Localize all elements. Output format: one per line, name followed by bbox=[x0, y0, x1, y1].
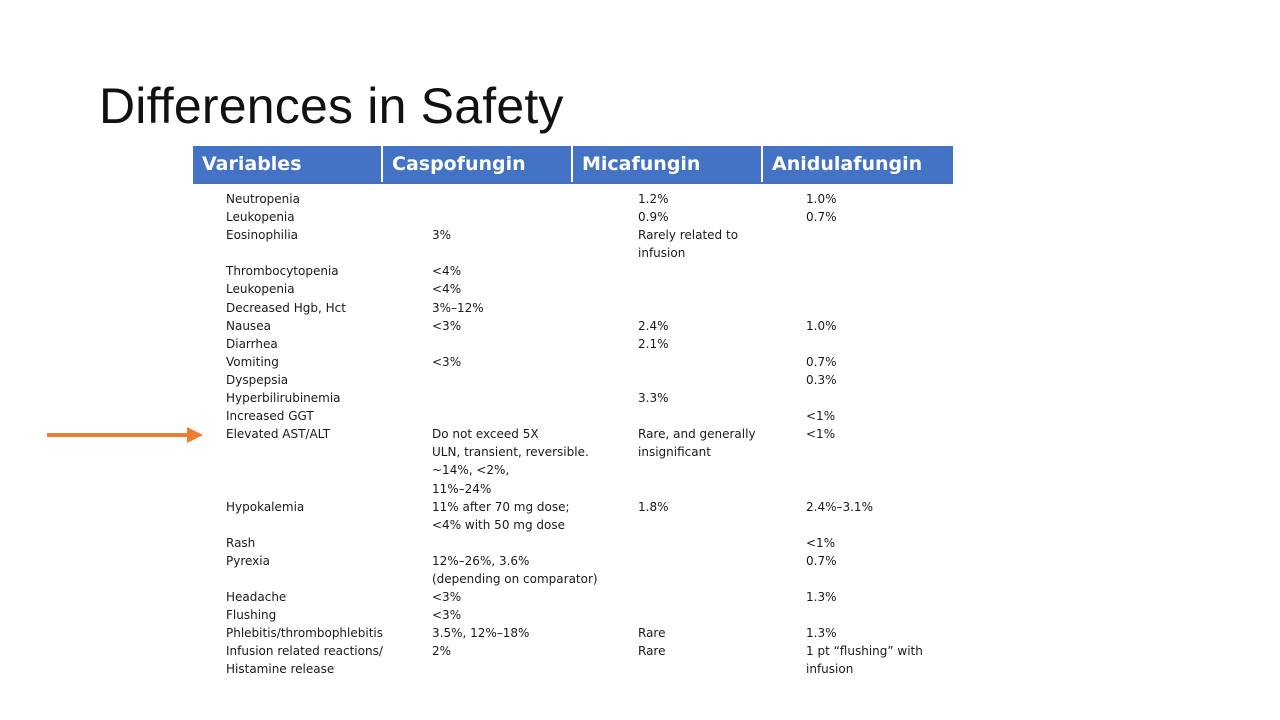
cell-caspofungin: <3% bbox=[432, 608, 462, 623]
cell-caspofungin: 11% after 70 mg dose; <4% with 50 mg dose bbox=[432, 499, 570, 532]
cell-micafungin bbox=[638, 606, 806, 624]
header-caspofungin: Caspofungin bbox=[383, 146, 573, 182]
cell-anidulafungin: 1.3% bbox=[806, 626, 837, 641]
cell-variable: Headache bbox=[226, 590, 287, 605]
cell-anidulafungin: <1% bbox=[806, 427, 836, 442]
cell-micafungin bbox=[638, 280, 806, 298]
cell-caspofungin: <3% bbox=[432, 590, 462, 605]
table-row bbox=[226, 353, 956, 371]
cell-variable: Hyperbilirubinemia bbox=[226, 391, 341, 406]
cell-anidulafungin: 0.7% bbox=[806, 553, 837, 568]
cell-anidulafungin: 1 pt “flushing” with infusion bbox=[806, 644, 923, 677]
cell-micafungin: Rare, and generally insignificant bbox=[638, 427, 756, 460]
cell-micafungin bbox=[638, 552, 806, 588]
table-row bbox=[226, 588, 956, 606]
table-row bbox=[226, 226, 956, 262]
cell-variable: Neutropenia bbox=[226, 192, 300, 206]
cell-anidulafungin: 0.3% bbox=[806, 372, 837, 387]
cell-variable: Thrombocytopenia bbox=[226, 264, 339, 279]
cell-micafungin bbox=[638, 371, 806, 389]
cell-caspofungin bbox=[432, 208, 638, 226]
table-row bbox=[226, 407, 956, 425]
table-row bbox=[226, 552, 956, 588]
cell-variable: Eosinophilia bbox=[226, 228, 299, 243]
cell-anidulafungin: 0.7% bbox=[806, 210, 837, 225]
table-row bbox=[226, 371, 956, 389]
header-variables: Variables bbox=[193, 146, 383, 182]
cell-anidulafungin: 1.0% bbox=[806, 192, 837, 206]
table-row bbox=[226, 642, 956, 678]
cell-anidulafungin bbox=[806, 606, 956, 624]
cell-micafungin bbox=[638, 299, 806, 317]
cell-variable: Leukopenia bbox=[226, 210, 295, 225]
cell-variable: Diarrhea bbox=[226, 336, 278, 351]
cell-variable: Elevated AST/ALT bbox=[226, 427, 331, 442]
cell-anidulafungin bbox=[806, 226, 956, 262]
cell-anidulafungin: 0.7% bbox=[806, 354, 837, 369]
cell-anidulafungin bbox=[806, 299, 956, 317]
cell-caspofungin: 2% bbox=[432, 644, 452, 659]
cell-variable: Phlebitis/thrombophlebitis bbox=[226, 626, 383, 641]
safety-table-body bbox=[226, 190, 956, 679]
cell-caspofungin: 3.5%, 12%–18% bbox=[432, 626, 530, 641]
cell-caspofungin bbox=[432, 335, 638, 353]
cell-caspofungin bbox=[432, 190, 638, 208]
cell-micafungin: 2.4% bbox=[638, 318, 669, 333]
cell-micafungin bbox=[638, 262, 806, 280]
cell-variable: Nausea bbox=[226, 318, 271, 333]
cell-variable: Decreased Hgb, Hct bbox=[226, 300, 346, 315]
cell-caspofungin: Do not exceed 5X ULN, transient, reversible. ~14%, <2%, 11%–24% bbox=[432, 427, 589, 496]
cell-caspofungin: 3%–12% bbox=[432, 300, 484, 315]
slide-title: Differences in Safety bbox=[99, 78, 564, 134]
cell-caspofungin: 12%–26%, 3.6% (depending on comparator) bbox=[432, 553, 598, 586]
header-divider bbox=[193, 182, 953, 184]
cell-anidulafungin bbox=[806, 335, 956, 353]
table-row bbox=[226, 190, 956, 208]
cell-caspofungin: <3% bbox=[432, 354, 462, 369]
cell-variable: Vomiting bbox=[226, 354, 279, 369]
table-row bbox=[226, 335, 956, 353]
header-anidulafungin: Anidulafungin bbox=[772, 153, 923, 175]
table-row bbox=[226, 262, 956, 280]
cell-micafungin: 0.9% bbox=[638, 210, 669, 225]
cell-variable: Infusion related reactions/ Histamine release bbox=[226, 644, 383, 677]
cell-variable: Increased GGT bbox=[226, 409, 314, 424]
table-row bbox=[226, 280, 956, 298]
right-arrow-icon bbox=[47, 426, 207, 446]
cell-micafungin bbox=[638, 588, 806, 606]
cell-caspofungin bbox=[432, 534, 638, 552]
table-row bbox=[226, 389, 956, 407]
cell-micafungin: Rarely related to infusion bbox=[638, 228, 739, 261]
cell-micafungin bbox=[638, 534, 806, 552]
cell-anidulafungin: 1.0% bbox=[806, 318, 837, 333]
cell-micafungin: 1.8% bbox=[638, 499, 669, 514]
cell-micafungin: 1.2% bbox=[638, 192, 669, 206]
table-row bbox=[226, 624, 956, 642]
cell-variable: Rash bbox=[226, 535, 256, 550]
cell-micafungin: Rare bbox=[638, 626, 666, 641]
cell-caspofungin: 3% bbox=[432, 228, 452, 243]
table-row bbox=[226, 606, 956, 624]
cell-variable: Pyrexia bbox=[226, 553, 270, 568]
table-row bbox=[226, 498, 956, 534]
table-header bbox=[193, 146, 953, 182]
cell-variable: Leukopenia bbox=[226, 282, 295, 297]
cell-variable: Dyspepsia bbox=[226, 372, 289, 387]
table-row-elevated-ast-alt bbox=[226, 425, 956, 497]
cell-micafungin: Rare bbox=[638, 644, 666, 659]
cell-anidulafungin bbox=[806, 262, 956, 280]
table-row bbox=[226, 208, 956, 226]
cell-caspofungin: <3% bbox=[432, 318, 462, 333]
header-micafungin: Micafungin bbox=[573, 146, 763, 182]
cell-variable: Hypokalemia bbox=[226, 499, 305, 514]
cell-anidulafungin bbox=[806, 389, 956, 407]
cell-caspofungin: <4% bbox=[432, 282, 462, 297]
cell-micafungin bbox=[638, 353, 806, 371]
cell-micafungin bbox=[638, 407, 806, 425]
cell-caspofungin: <4% bbox=[432, 264, 462, 279]
table-row bbox=[226, 317, 956, 335]
cell-anidulafungin: <1% bbox=[806, 409, 836, 424]
cell-anidulafungin bbox=[806, 280, 956, 298]
cell-anidulafungin: <1% bbox=[806, 535, 836, 550]
table-row bbox=[226, 534, 956, 552]
table-row bbox=[226, 299, 956, 317]
cell-caspofungin bbox=[432, 371, 638, 389]
cell-anidulafungin: 2.4%–3.1% bbox=[806, 499, 873, 514]
cell-anidulafungin: 1.3% bbox=[806, 590, 837, 605]
cell-micafungin: 3.3% bbox=[638, 391, 669, 406]
cell-variable: Flushing bbox=[226, 608, 277, 623]
cell-caspofungin bbox=[432, 407, 638, 425]
cell-micafungin: 2.1% bbox=[638, 336, 669, 351]
cell-caspofungin bbox=[432, 389, 638, 407]
